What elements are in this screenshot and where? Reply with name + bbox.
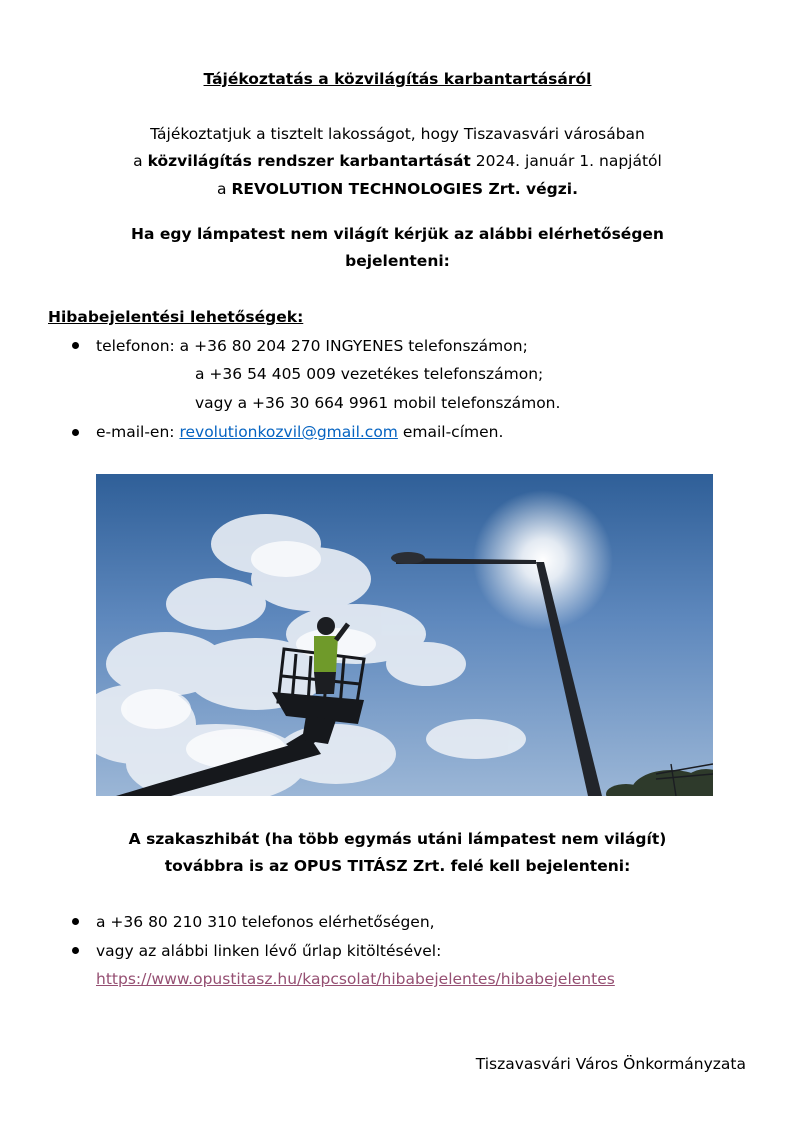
intro-line-3-bold: REVOLUTION TECHNOLOGIES Zrt. végzi. (231, 180, 578, 198)
bullet-icon (72, 947, 79, 954)
fault-line-1: A szakaszhibát (ha több egymás utáni lámpatest nem világít) (128, 830, 667, 848)
contacts-heading: Hibabejelentési lehetőségek: (48, 308, 304, 326)
bullet-icon (72, 918, 79, 925)
intro-line-2-end: 2024. január 1. napjától (470, 152, 662, 170)
fault-line-2: továbbra is az OPUS TITÁSZ Zrt. felé kell bejelenteni: (164, 857, 631, 875)
request-line-1: Ha egy lámpatest nem világít kérjük az alábbi elérhetőségen (131, 225, 664, 243)
contact-email-suffix: email-címen. (397, 423, 504, 441)
intro-line-1: Tájékoztatjuk a tisztelt lakosságot, hogy Tiszavasvári városában (150, 125, 645, 143)
email-link[interactable]: revolutionkozvil@gmail.com (179, 423, 398, 441)
contact-phone-mobile: vagy a +36 30 664 9961 mobil telefonszámon. (195, 394, 561, 412)
intro-line-2-bold: közvilágítás rendszer karbantartását (147, 152, 471, 170)
contact-email-label: e-mail-en: (96, 423, 180, 441)
opus-form-text: vagy az alábbi linken lévő űrlap kitöltésével: (96, 942, 442, 960)
contact-phone-landline: a +36 54 405 009 vezetékes telefonszámon; (195, 365, 544, 383)
intro-line-2 (0, 148, 795, 174)
bullet-icon (72, 342, 79, 349)
bullet-icon (72, 429, 79, 436)
opus-phone: a +36 80 210 310 telefonos elérhetőségen, (96, 913, 435, 931)
intro-line-3 (0, 176, 795, 202)
intro-line-3-start: a (217, 180, 232, 198)
opus-form-link[interactable]: https://www.opustitasz.hu/kapcsolat/hibabejelentes/hibabejelentes (96, 970, 615, 988)
document-title: Tájékoztatás a közvilágítás karbantartásáról (203, 70, 592, 88)
contact-phone-free: telefonon: a +36 80 204 270 INGYENES telefonszámon; (96, 337, 528, 355)
request-line-2: bejelenteni: (345, 252, 450, 270)
intro-line-2-start: a (133, 152, 148, 170)
street-lamp-repair-photo (96, 474, 713, 796)
signature: Tiszavasvári Város Önkormányzata (475, 1055, 746, 1073)
contact-email (96, 419, 503, 445)
